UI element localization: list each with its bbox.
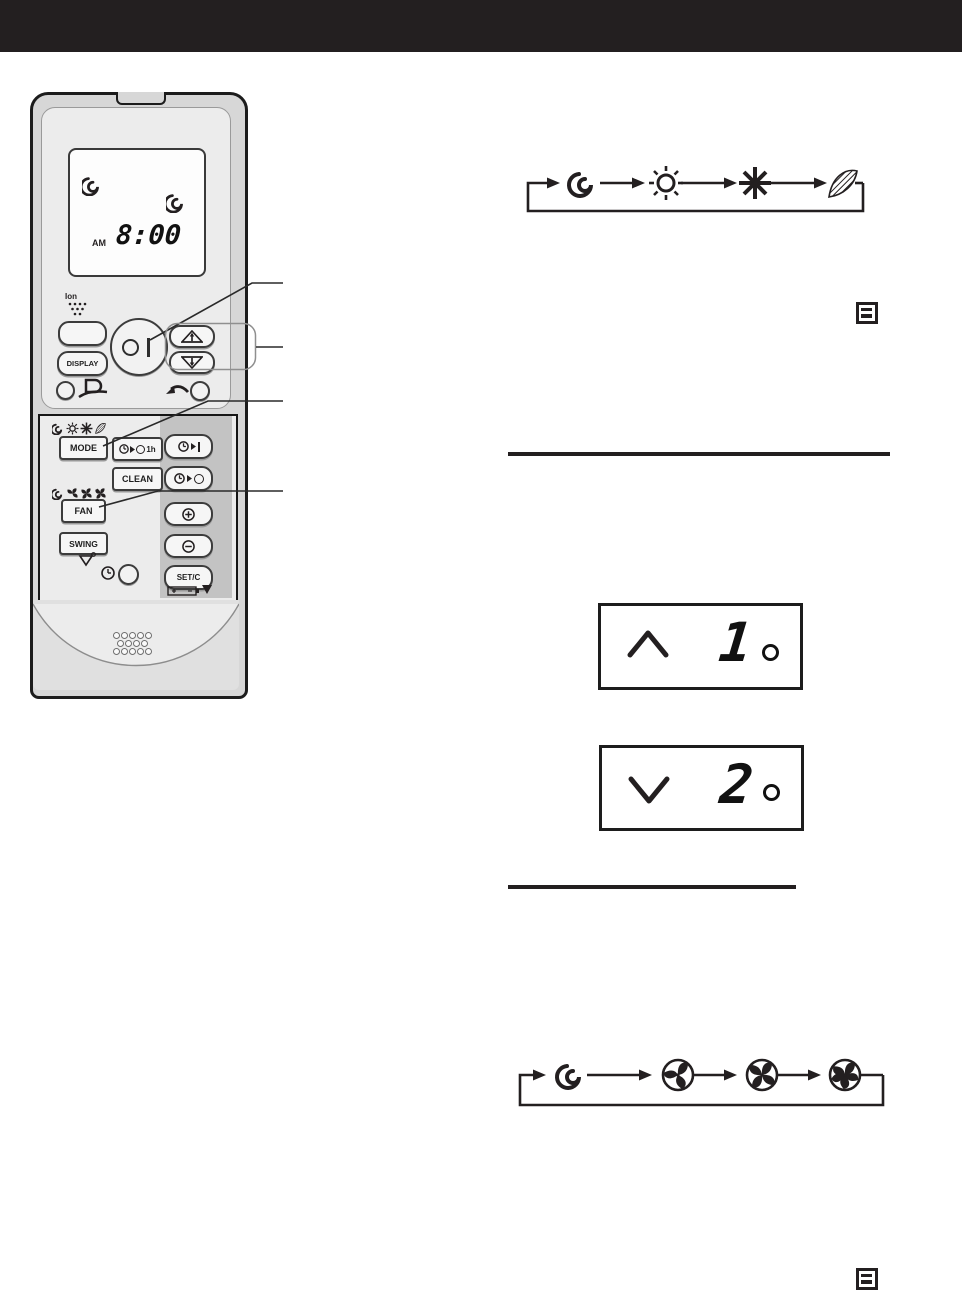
note-icon <box>856 302 878 324</box>
fan-high-icon <box>830 1060 860 1090</box>
temp-down-display <box>599 745 804 831</box>
timer-1h-button: 1h <box>112 437 163 461</box>
degree-icon <box>763 784 780 801</box>
chevron-up-icon <box>627 628 669 658</box>
note-icon <box>856 1268 878 1290</box>
degree-icon <box>762 644 779 661</box>
am-indicator: AM <box>92 238 106 248</box>
section-divider <box>508 452 890 456</box>
temp-down-value: 2 <box>716 753 757 816</box>
chevron-down-icon <box>628 776 670 806</box>
temp-up-value: 1 <box>715 611 756 674</box>
fan-button: FAN <box>61 499 106 523</box>
temp-up-display <box>598 603 803 690</box>
set-c-button: SET/C <box>164 565 213 590</box>
section-divider <box>508 885 796 889</box>
fan-cycle-diagram <box>503 1046 895 1112</box>
display-button: DISPLAY <box>57 351 108 376</box>
auto-swirl-icon <box>569 174 591 196</box>
mode-button: MODE <box>59 436 108 460</box>
ion-label: Ion <box>65 292 77 301</box>
sun-heat-icon <box>649 166 683 200</box>
mode-cycle-diagram <box>503 145 888 225</box>
fan-low-icon <box>663 1060 693 1090</box>
quiet-leaf-icon <box>829 170 857 197</box>
time-display: 8:00 <box>114 220 183 251</box>
auto-swirl-icon <box>557 1066 579 1088</box>
clean-button: CLEAN <box>112 467 163 491</box>
swing-button: SWING <box>59 532 108 555</box>
snowflake-cool-icon <box>739 167 771 199</box>
fan-medium-icon <box>747 1060 777 1090</box>
